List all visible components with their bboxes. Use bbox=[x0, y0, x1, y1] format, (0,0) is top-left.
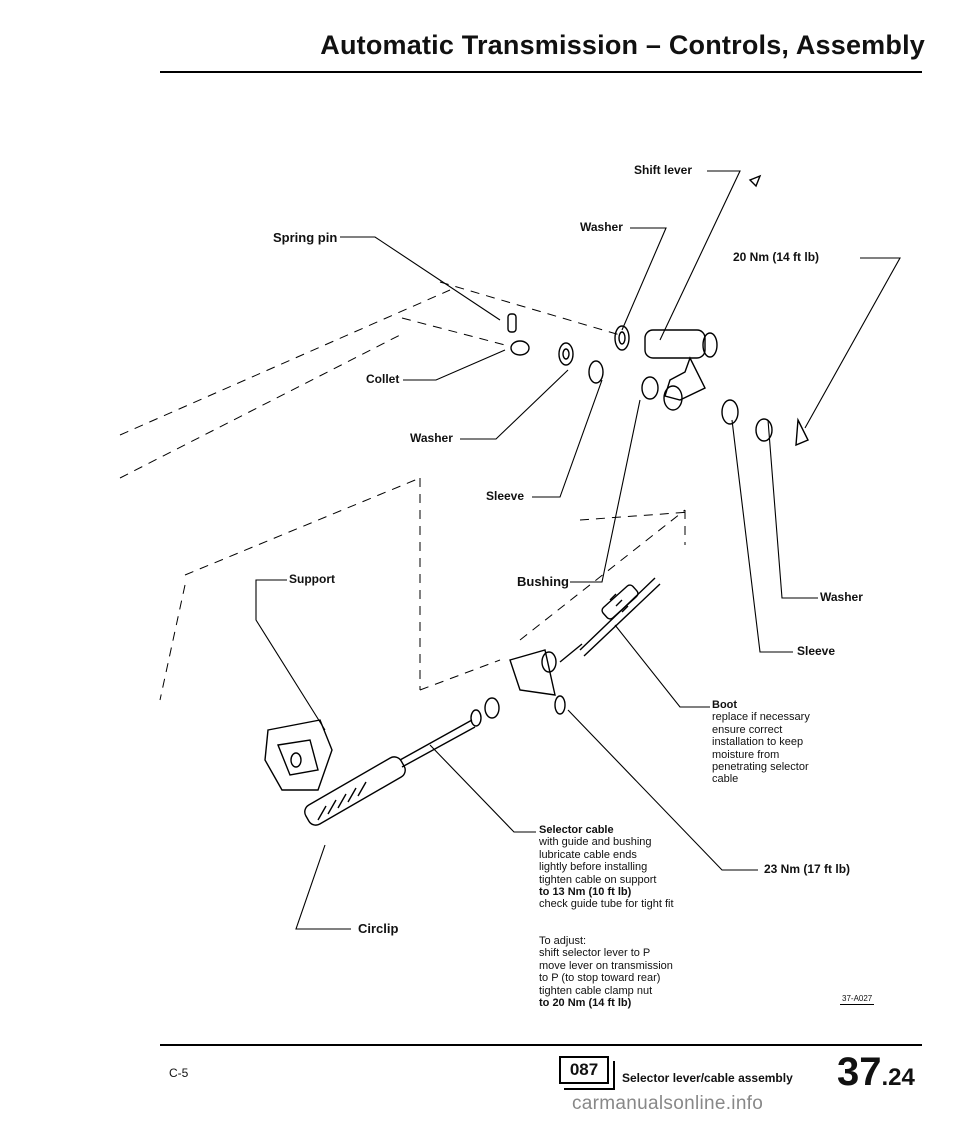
label-washer-top: Washer bbox=[580, 220, 623, 234]
page-title: Automatic Transmission – Controls, Assembly bbox=[320, 30, 925, 60]
leader-spring-pin bbox=[340, 237, 500, 320]
boot-note-line: moisture from bbox=[712, 748, 780, 761]
footer-code: C-5 bbox=[169, 1066, 189, 1080]
boot-note-title: Boot bbox=[712, 699, 738, 711]
figure-reference: 37-A027 bbox=[842, 994, 873, 1003]
adjust-note-line: to 20 Nm (14 ft lb) bbox=[539, 997, 632, 1010]
footer-rule bbox=[160, 1044, 922, 1046]
adjust-note-line: shift selector lever to P bbox=[539, 947, 651, 960]
adjust-note-line: to P (to stop toward rear) bbox=[539, 972, 661, 985]
adjust-note-line: move lever on transmission bbox=[539, 959, 673, 972]
label-shift-lever: Shift lever bbox=[634, 163, 693, 177]
selector-note-line: check guide tube for tight fit bbox=[539, 898, 674, 911]
label-washer-right: Washer bbox=[820, 590, 863, 604]
adjust-note-line: tighten cable clamp nut bbox=[539, 984, 653, 997]
label-support: Support bbox=[289, 572, 335, 586]
boot-note-line: ensure correct bbox=[712, 723, 783, 736]
selector-note-line: tighten cable on support bbox=[539, 873, 657, 886]
boot-note-line: cable bbox=[712, 773, 739, 786]
boot-note-line: installation to keep bbox=[712, 736, 804, 749]
selector-note-line: to 13 Nm (10 ft lb) bbox=[539, 886, 632, 899]
leader-sleeve-mid bbox=[532, 380, 602, 497]
label-torque-20: 20 Nm (14 ft lb) bbox=[733, 250, 820, 264]
leader-selector-cable bbox=[430, 745, 536, 832]
label-torque-23: 23 Nm (17 ft lb) bbox=[764, 862, 851, 876]
adjust-note bbox=[539, 935, 673, 1009]
leader-circlip bbox=[296, 845, 351, 929]
section-major: 37 bbox=[837, 1050, 882, 1094]
label-bushing: Bushing bbox=[517, 574, 569, 589]
selector-note-line: lubricate cable ends bbox=[539, 848, 637, 861]
footer-caption: Selector lever/cable assembly bbox=[622, 1071, 793, 1085]
selector-cable-note bbox=[539, 824, 674, 911]
leader-shift-lever bbox=[660, 171, 740, 340]
section-minor: .24 bbox=[881, 1064, 915, 1091]
leader-bushing bbox=[570, 400, 640, 582]
selector-note-title: Selector cable bbox=[539, 824, 614, 836]
leader-washer-left bbox=[460, 370, 568, 439]
label-sleeve-right: Sleeve bbox=[797, 644, 836, 658]
boot-note-line: penetrating selector bbox=[712, 761, 809, 774]
leader-torque-20 bbox=[805, 258, 900, 428]
label-collet: Collet bbox=[366, 372, 400, 386]
label-washer-left: Washer bbox=[410, 431, 453, 445]
section-number bbox=[837, 1052, 915, 1098]
selector-note-line: lightly before installing bbox=[539, 861, 648, 874]
label-spring-pin: Spring pin bbox=[273, 230, 338, 245]
selector-note-line: with guide and bushing bbox=[539, 836, 652, 849]
leader-boot bbox=[615, 625, 710, 707]
adjust-note-line: To adjust: bbox=[539, 935, 587, 947]
leader-sleeve-right bbox=[732, 420, 793, 652]
leader-collet bbox=[403, 350, 505, 380]
watermark: carmanualsonline.info bbox=[572, 1093, 764, 1114]
boot-note-line: replace if necessary bbox=[712, 711, 810, 724]
leader-washer-right bbox=[768, 420, 818, 598]
boot-note bbox=[712, 699, 810, 786]
leader-washer-top bbox=[622, 228, 666, 330]
page-number-box: 087 bbox=[559, 1056, 609, 1084]
leader-support bbox=[256, 580, 325, 730]
label-circlip: Circlip bbox=[358, 921, 399, 936]
label-sleeve-mid: Sleeve bbox=[486, 489, 525, 503]
